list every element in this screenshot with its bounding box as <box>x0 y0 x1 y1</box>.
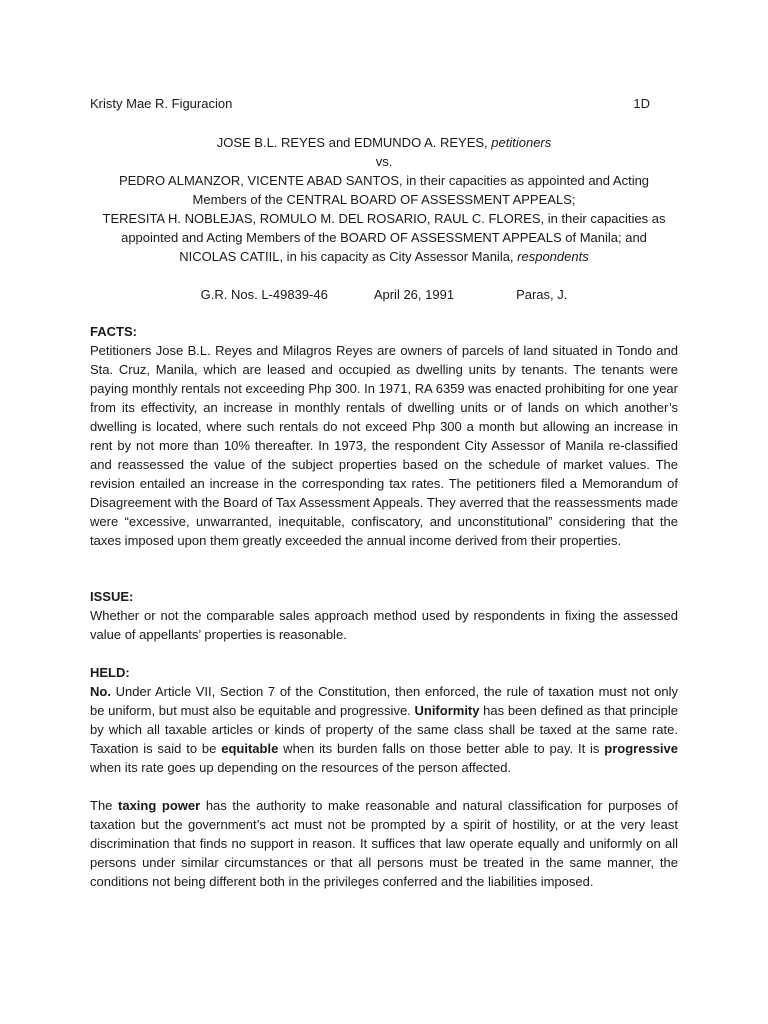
held-answer: No. <box>90 684 111 699</box>
held-text: when its burden falls on those better able to pay. It is <box>278 741 605 756</box>
respondents-line: TERESITA H. NOBLEJAS, ROMULO M. DEL ROSARIO, RAUL C. FLORES, in their capacities as <box>102 211 666 226</box>
taxing-power-keyword: taxing power <box>118 798 201 813</box>
respondents-line <box>90 247 678 266</box>
taxing-text: has the authority to make reasonable and natural classification for purposes of taxation but the government’s act must not be prompted by a spirit of hostility, or at the very least discrimination that finds no support in reason. It suffices that law operate equally and uniformly on all persons under similar circumstances or that all persons must be treated in the same manner, the conditions not being different both in the privileges conferred and the liabilities imposed. <box>90 798 678 889</box>
taxing-power-section <box>90 796 678 891</box>
held-keyword-progressive: progressive <box>604 741 678 756</box>
held-keyword-equitable: equitable <box>221 741 279 756</box>
issue-section <box>90 587 678 644</box>
held-text: when its rate goes up depending on the resources of the person affected. <box>90 760 512 775</box>
issue-body: Whether or not the comparable sales approach method used by respondents in fixing the assessed value of appellants’ properties is reasonable. <box>90 608 678 642</box>
respondents-line: Members of the CENTRAL BOARD OF ASSESSMENT APPEALS; <box>192 192 576 207</box>
held-body <box>90 682 678 777</box>
versus-line: vs. <box>375 154 393 169</box>
ponente: Paras, J. <box>516 287 568 302</box>
respondents-line: appointed and Acting Members of the BOARD OF ASSESSMENT APPEALS of Manila; and <box>121 230 647 245</box>
taxing-text: The <box>90 798 119 813</box>
facts-heading: FACTS: <box>90 324 137 339</box>
respondents-names: NICOLAS CATIIL, in his capacity as City Assessor Manila, <box>179 249 518 264</box>
case-info <box>90 285 678 304</box>
petitioners-role: petitioners <box>491 135 552 150</box>
respondents-role: respondents <box>517 249 589 264</box>
taxing-power-body <box>90 796 678 891</box>
held-text: has been defined as that principle by which all taxable articles or kinds of property of the same class shall be taxed at the same rate. Taxation is said to be <box>90 703 678 756</box>
gr-number: G.R. Nos. L-49839-46 <box>200 287 328 302</box>
held-section <box>90 663 678 777</box>
petitioners-names: JOSE B.L. REYES and EDMUNDO A. REYES, <box>216 135 492 150</box>
facts-section <box>90 322 678 550</box>
held-keyword-uniformity: Uniformity <box>414 703 480 718</box>
held-heading: HELD: <box>90 665 130 680</box>
issue-heading: ISSUE: <box>90 589 134 604</box>
decision-date: April 26, 1991 <box>373 287 455 302</box>
facts-body: Petitioners Jose B.L. Reyes and Milagros Reyes are owners of parcels of land situated in Tondo and Sta. Cruz, Manila, which are leased and occupied as dwelling units by tenants. The tenants were paying monthly rentals not exceeding Php 300. In 1971, RA 6359 was enacted prohibiting for one year from its effectivity, an increase in monthly rentals of dwelling units or of lands on which another’s dwelling is located, where such rentals do not exceed Php 300 a month but allowing an increase in rent by not more than 10% thereafter. In 1973, the respondent City Assessor of Manila re-classified and reassessed the value of the subject properties based on the schedule of market values. The revision entailed an increase in the corresponding tax rates. The petitioners filed a Memorandum of Disagreement with the Board of Tax Assessment Appeals. They averred that the reassessments made were “excessive, unwarranted, inequitable, confiscatory, and unconstitutional” considering that the taxes imposed upon them greatly exceeded the annual income derived from their properties. <box>90 343 678 548</box>
case-caption <box>90 133 678 266</box>
held-text: Under Article VII, Section 7 of the Constitution, then enforced, the rule of taxation must not only be uniform, but must also be equitable and progressive. <box>90 684 678 718</box>
author-name: Kristy Mae R. Figuracion <box>90 96 233 111</box>
document-header <box>90 94 650 113</box>
respondents-line: PEDRO ALMANZOR, VICENTE ABAD SANTOS, in their capacities as appointed and Acting <box>118 173 650 188</box>
petitioners-line <box>90 133 678 152</box>
class-section: 1D <box>633 96 650 111</box>
